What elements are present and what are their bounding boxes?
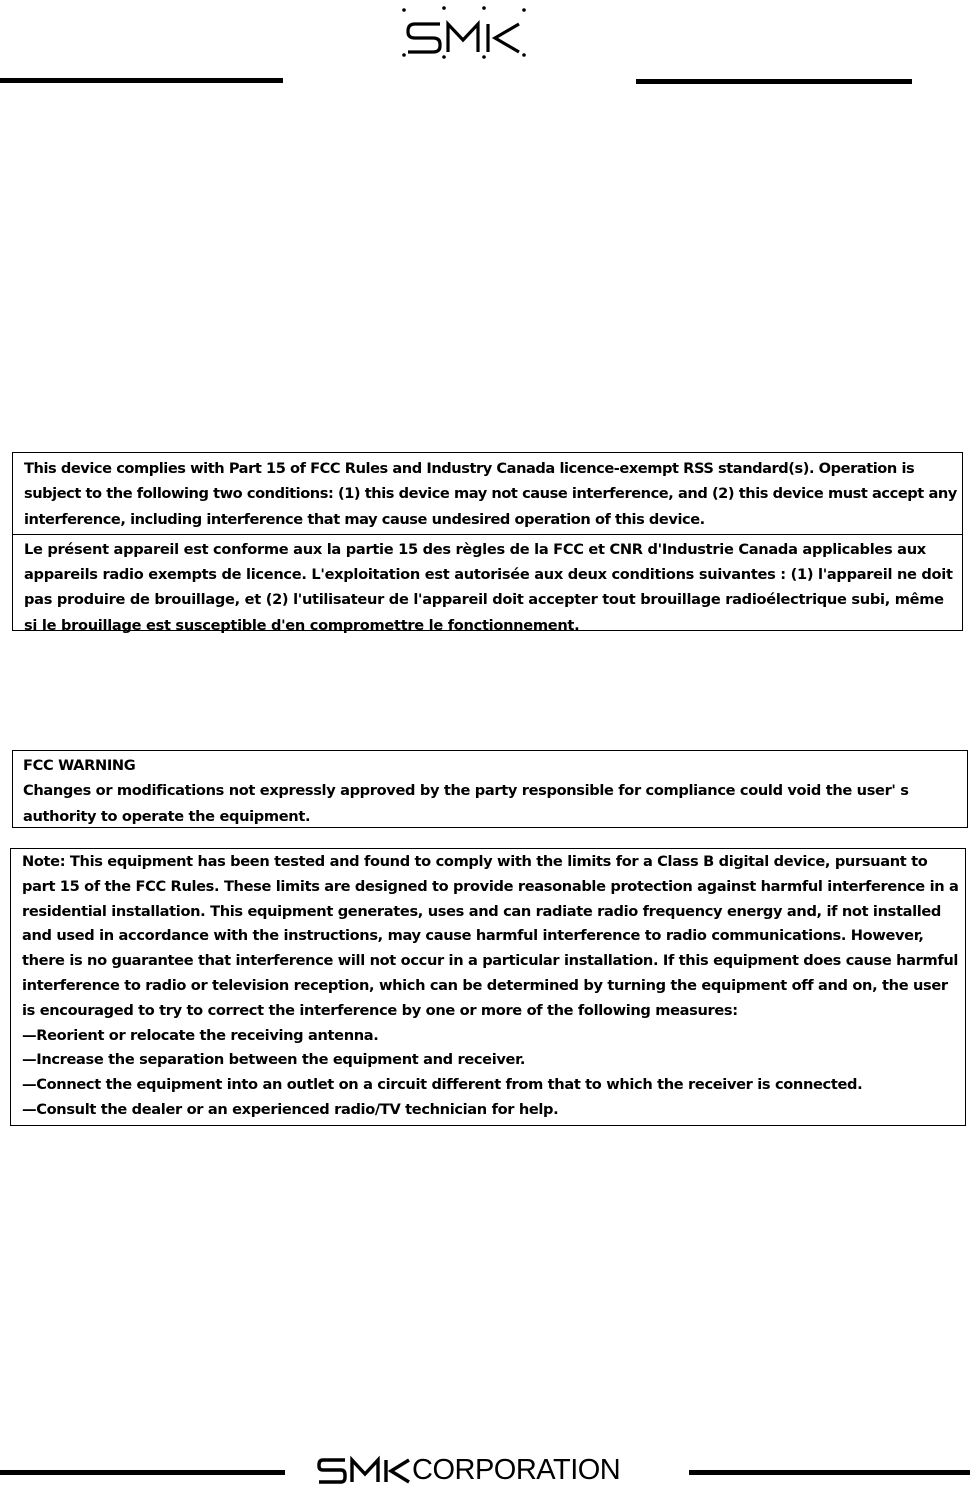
header-logo-text — [0, 0, 2, 1]
fcc-warning-body: Changes or modifications not expressly approved by the party responsible for compliance could void the user' s authority to operate the equipment. — [23, 782, 909, 825]
measure-item: —Reorient or relocate the receiving antenna. — [22, 1026, 379, 1044]
smk-logo — [0, 0, 970, 90]
measure-item: —Consult the dealer or an experienced radio/TV technician for help. — [22, 1100, 559, 1118]
fcc-ic-notice-english — [13, 453, 962, 534]
footer-company-name: CORPORATION — [412, 1454, 621, 1486]
footer-smk-logo — [316, 1455, 412, 1487]
fcc-warning-box — [12, 750, 968, 828]
page-footer — [0, 1448, 970, 1490]
footer-logo-text: SMK — [316, 1455, 319, 1456]
fcc-ic-notice-french — [13, 535, 962, 640]
page-header — [0, 0, 970, 90]
measure-item: —Connect the equipment into an outlet on a circuit different from that to which the receiver is connected. — [22, 1076, 863, 1094]
fcc-warning-title: FCC WARNING — [23, 757, 136, 774]
footer-rule-right — [689, 1470, 970, 1475]
footer-rule-left — [0, 1470, 285, 1475]
fcc-ic-notice-box — [12, 452, 963, 634]
french-notice-text: Le présent appareil est conforme aux la partie 15 des règles de la FCC et CNR d'Industrie Canada applicables aux appareils radio exempts de licence. L'exploitation est autorisée aux deux conditions suivantes : (1) l'appareil ne doit pas produire de brouillage, et (2) l'utilisateur de l'appareil doit accepter tout brouillage radioélectrique subi, même si le brouillage est susceptible d'en compromettre le fonctionnement. — [24, 540, 953, 634]
english-notice-text: This device complies with Part 15 of FCC Rules and Industry Canada licence-exempt RSS standard(s). Operation is subject to the following two conditions: (1) this device may not cause interference, and (2) this device must accept any interference, including interference that may cause undesired operation of this device. — [24, 460, 957, 528]
class-b-note-box — [10, 848, 966, 1126]
header-rule-left — [0, 78, 283, 83]
measure-item: —Increase the separation between the equipment and receiver. — [22, 1051, 526, 1069]
class-b-note-content — [11, 849, 965, 1125]
header-rule-right — [636, 79, 912, 84]
class-b-note-body: Note: This equipment has been tested and found to comply with the limits for a Class B digital device, pursuant to part 15 of the FCC Rules. These limits are designed to provide reasonable protection against harmful interference in a residential installation. This equipment generates, uses and can radiate radio frequency energy and, if not installed and used in accordance with the instructions, may cause harmful interference to radio communications. However, there is no guarantee that interference will not occur in a particular installation. If this equipment does cause harmful interference to radio or television reception, which can be determined by turning the equipment off and on, the user is encouraged to try to correct the interference by one or more of the following measures: — [22, 853, 959, 1019]
fcc-warning-content — [13, 751, 967, 831]
